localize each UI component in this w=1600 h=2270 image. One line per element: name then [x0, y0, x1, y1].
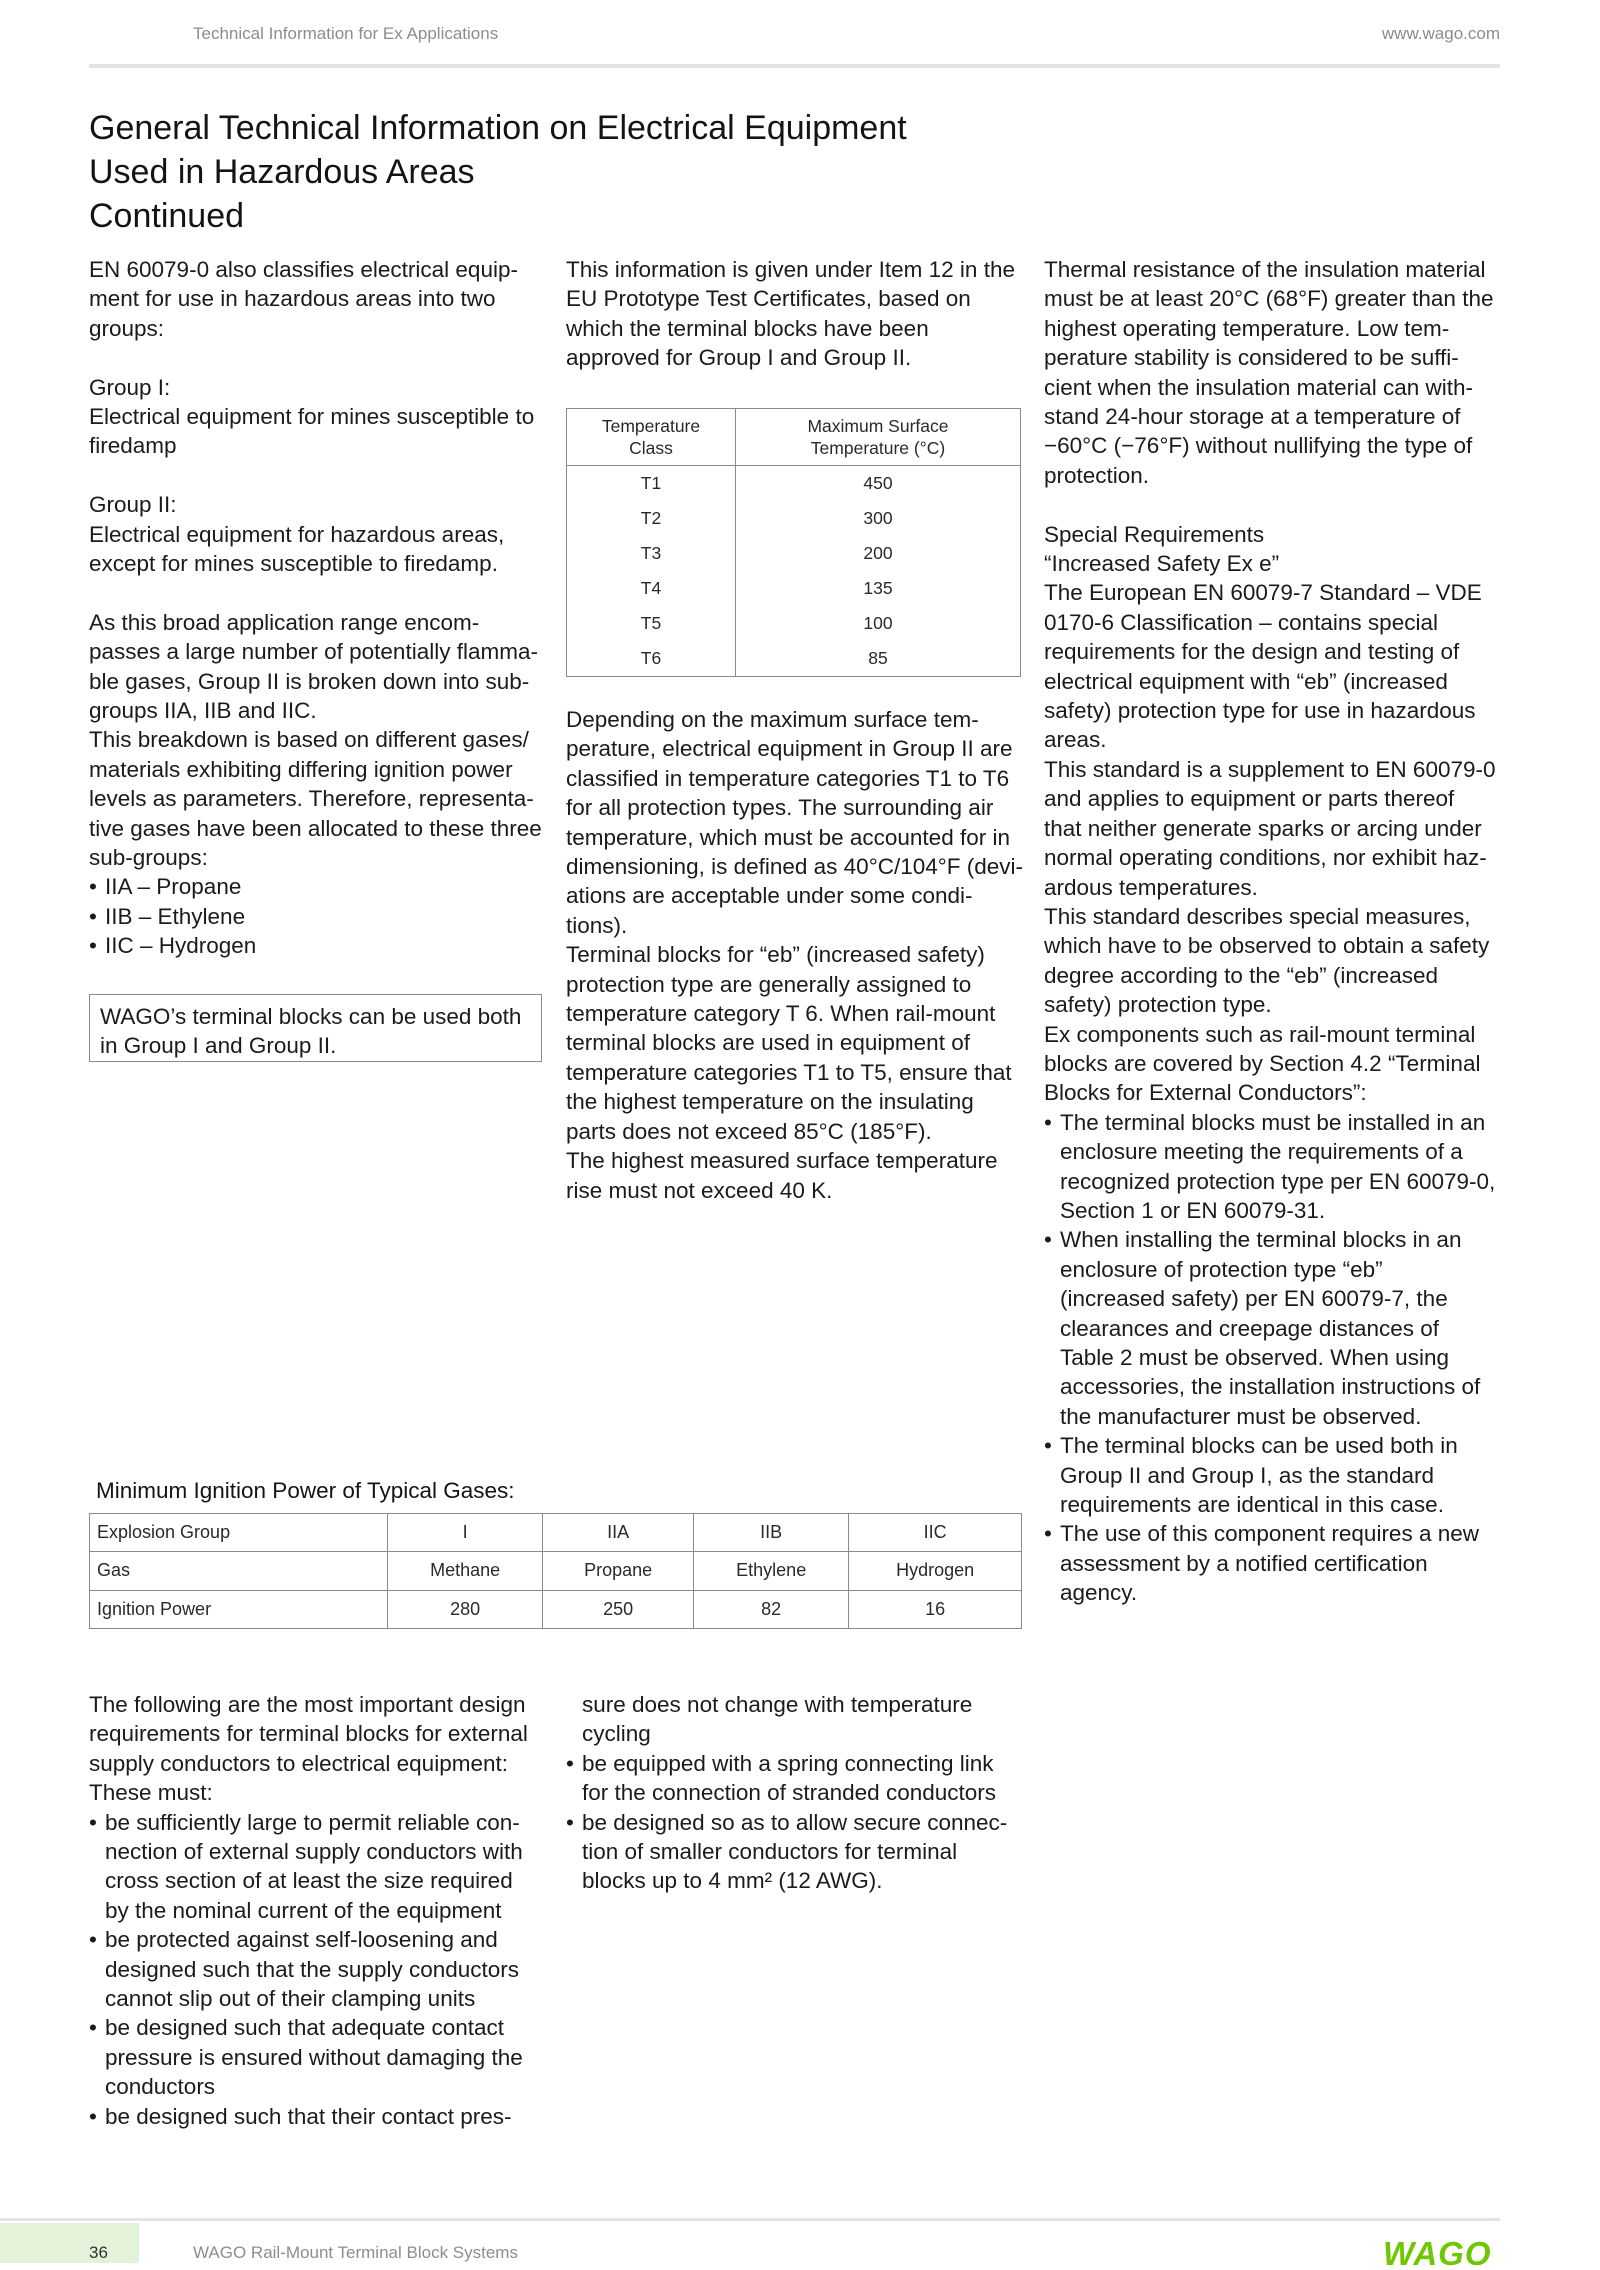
table-cell: T4 — [567, 571, 736, 606]
table-cell: 82 — [694, 1590, 849, 1628]
table-cell: Hydrogen — [849, 1552, 1022, 1590]
page-number-tab — [0, 2223, 139, 2263]
footer-divider — [0, 2218, 1500, 2221]
thermal-resistance-text: Thermal resistance of the insulation material must be at least 20°C (68°F) greater than the highest operating temperature. Low tem- perature stability is considered to be suffi- cient when the insulation material can with- stand 24-hour storage at a temperature of −60°C (−76°F) without nullifying the type of protection. — [1044, 257, 1494, 488]
table-cell: Propane — [543, 1552, 694, 1590]
increased-safety-heading: “Increased Safety Ex e” — [1044, 551, 1280, 577]
ignition-table-title: Minimum Ignition Power of Typical Gases: — [96, 1478, 515, 1503]
design-requirements-list — [89, 1808, 549, 2131]
design-requirements-right — [566, 1690, 1026, 1896]
table-cell: IIA — [543, 1514, 694, 1552]
table-row — [567, 466, 1021, 502]
table-row — [567, 641, 1021, 677]
table-cell: IIC — [849, 1514, 1022, 1552]
table-row — [90, 1514, 1022, 1552]
svg-text:WAGO: WAGO — [1383, 2236, 1492, 2270]
website-link[interactable]: www.wago.com — [1381, 24, 1500, 43]
table-cell: Methane — [388, 1552, 543, 1590]
temperature-category-text: Depending on the maximum surface tem- perature, electrical equipment in Group II are classified in temperature categories T1 to T6 for all protection types. The surrounding air temperature, which must be accounted for in dimensioning, is defined as 40°C/104°F (devi- ations are acceptable under some condi- tions). Terminal blocks for “eb” (increased safety) protection type are generally assigned to temperature category T 6. When rail-mount terminal blocks are used in equipment of temperature categories T1 to T5, ensure that the highest temperature on the insulating parts does not exceed 85°C (185°F). The highest measured surface temperature rise must not exceed 40 K. — [566, 707, 1023, 1203]
table-cell: Gas — [90, 1552, 388, 1590]
table-cell: 280 — [388, 1590, 543, 1628]
table-row — [567, 536, 1021, 571]
column-2-bottom — [566, 705, 1026, 1205]
group-2-text: Electrical equipment for hazardous areas, except for mines susceptible to firedamp. — [89, 521, 505, 577]
table-cell: 135 — [863, 578, 893, 598]
list-item: • IIA – Propane — [89, 872, 549, 901]
table-row — [90, 1552, 1022, 1590]
table-cell: Ethylene — [694, 1552, 849, 1590]
table-row — [567, 501, 1021, 536]
table-header-row — [567, 409, 1021, 466]
title-continued: Continued — [89, 197, 245, 235]
table-cell: T6 — [567, 641, 736, 677]
list-item: • IIC – Hydrogen — [89, 931, 549, 960]
list-item: • be protected against self-loosening and designed such that the supply conductors cannot slip out of their clamping units — [89, 1925, 549, 2013]
table-row — [90, 1590, 1022, 1628]
continued-bullet-text: sure does not change with temperature cycling — [582, 1692, 973, 1747]
table-cell: T1 — [567, 466, 736, 502]
header-temperature-class: Temperature Class — [567, 409, 736, 466]
certificate-info: This information is given under Item 12 in the EU Prototype Test Certificates, based on which the terminal blocks have been approved for Group I and Group II. — [566, 257, 1015, 371]
table-cell: Explosion Group — [90, 1514, 388, 1552]
table-cell: 200 — [863, 543, 893, 563]
design-requirements-list-cont — [566, 1749, 1026, 1896]
title-line-1: General Technical Information on Electrical Equipment — [89, 109, 907, 147]
title-line-2: Used in Hazardous Areas — [89, 153, 475, 191]
table-cell: T5 — [567, 606, 736, 641]
wago-group-note: WAGO’s terminal blocks can be used both in Group I and Group II. — [89, 994, 542, 1062]
list-item: • be designed such that their contact pres- — [89, 2102, 549, 2131]
table-cell: 85 — [868, 648, 888, 668]
column-3 — [1044, 255, 1514, 1608]
table-cell: 16 — [849, 1590, 1022, 1628]
wago-logo — [1383, 2236, 1500, 2270]
table-cell: IIB — [694, 1514, 849, 1552]
standard-description: The European EN 60079-7 Standard – VDE 0170-6 Classification – contains special requirements for the design and testing of electrical equipment with “eb” (increased safety) protection type for use in hazardous areas. This standard is a supplement to EN 60079-0 and applies to equipment or parts thereof that neither generate sparks or arcing under normal operating conditions, nor exhibit haz- ardous temperatures. This standard describes special measures, which have to be observed to obtain a safety degree according to the “eb” (increased safety) protection type. Ex components such as rail-mount terminal blocks are covered by Section 4.2 “Terminal Blocks for External Conductors”: — [1044, 580, 1496, 1106]
header-max-surface-temperature: Maximum Surface Temperature (°C) — [736, 409, 1021, 466]
list-item: • be designed so as to allow secure connec- tion of smaller conductors for terminal blocks up to 4 mm² (12 AWG). — [566, 1808, 1026, 1896]
ignition-power-table — [89, 1513, 1022, 1629]
page-title — [89, 106, 989, 238]
subgroups-text: As this broad application range encom- passes a large number of potentially flamma- ble gases, Group II is broken down into sub- groups IIA, IIB and IIC. This breakdown is based on different gases/ materials exhibiting differing ignition power levels as parameters. Therefore, representa- tive gases have been allocated to these three sub-groups: — [89, 609, 542, 871]
table-cell: 450 — [863, 473, 893, 493]
table-row — [567, 571, 1021, 606]
design-requirements-left — [89, 1690, 549, 2131]
design-requirements-intro: The following are the most important design requirements for terminal blocks for external supply conductors to electrical equipment: These must: — [89, 1692, 528, 1806]
list-item: • be sufficiently large to permit reliable con- nection of external supply conductors with cross section of at least the size required by the nominal current of the equipment — [89, 1808, 549, 1926]
list-item: • IIB – Ethylene — [89, 902, 549, 931]
column-1 — [89, 255, 549, 961]
list-item: • be designed such that adequate contact pressure is ensured without damaging the conductors — [89, 2013, 549, 2101]
table-cell: I — [388, 1514, 543, 1552]
group-1-heading: Group I: — [89, 374, 171, 400]
subgroup-list — [89, 872, 549, 960]
footer-title: WAGO Rail-Mount Terminal Block Systems — [193, 2243, 518, 2262]
table-cell: T3 — [567, 536, 736, 571]
table-cell: Ignition Power — [90, 1590, 388, 1628]
list-item: • The terminal blocks must be installed in an enclosure meeting the requirements of a recognized protection type per EN 60079-0, Section 1 or EN 60079-31. — [1044, 1108, 1514, 1226]
group-1-text: Electrical equipment for mines susceptible to firedamp — [89, 404, 535, 459]
table-cell: T2 — [567, 501, 736, 536]
table-cell: 300 — [863, 508, 893, 528]
group-2-heading: Group II: — [89, 492, 177, 518]
list-item: • be equipped with a spring connecting link for the connection of stranded conductors — [566, 1749, 1026, 1808]
section-requirements-list — [1044, 1108, 1514, 1608]
temperature-class-table — [566, 408, 1021, 677]
column-2-top — [566, 255, 1026, 373]
table-row — [567, 606, 1021, 641]
page-number: 36 — [89, 2243, 108, 2262]
running-header-title: Technical Information for Ex Applications — [193, 24, 499, 43]
list-item: • When installing the terminal blocks in an enclosure of protection type “eb” (increased safety) per EN 60079-7, the clearances and creepage distances of Table 2 must be observed. When using accessories, the installation instructions of the manufacturer must be observed. — [1044, 1225, 1514, 1431]
header-divider — [89, 64, 1500, 68]
special-requirements-heading: Special Requirements — [1044, 521, 1265, 547]
list-item: • The use of this component requires a new assessment by a notified certification agency. — [1044, 1519, 1514, 1607]
table-cell: 100 — [863, 613, 893, 633]
table-cell: 250 — [543, 1590, 694, 1628]
groups-intro: EN 60079-0 also classifies electrical equip- ment for use in hazardous areas into two groups: — [89, 257, 518, 341]
list-item: • The terminal blocks can be used both in Group II and Group I, as the standard requirements are identical in this case. — [1044, 1431, 1514, 1519]
